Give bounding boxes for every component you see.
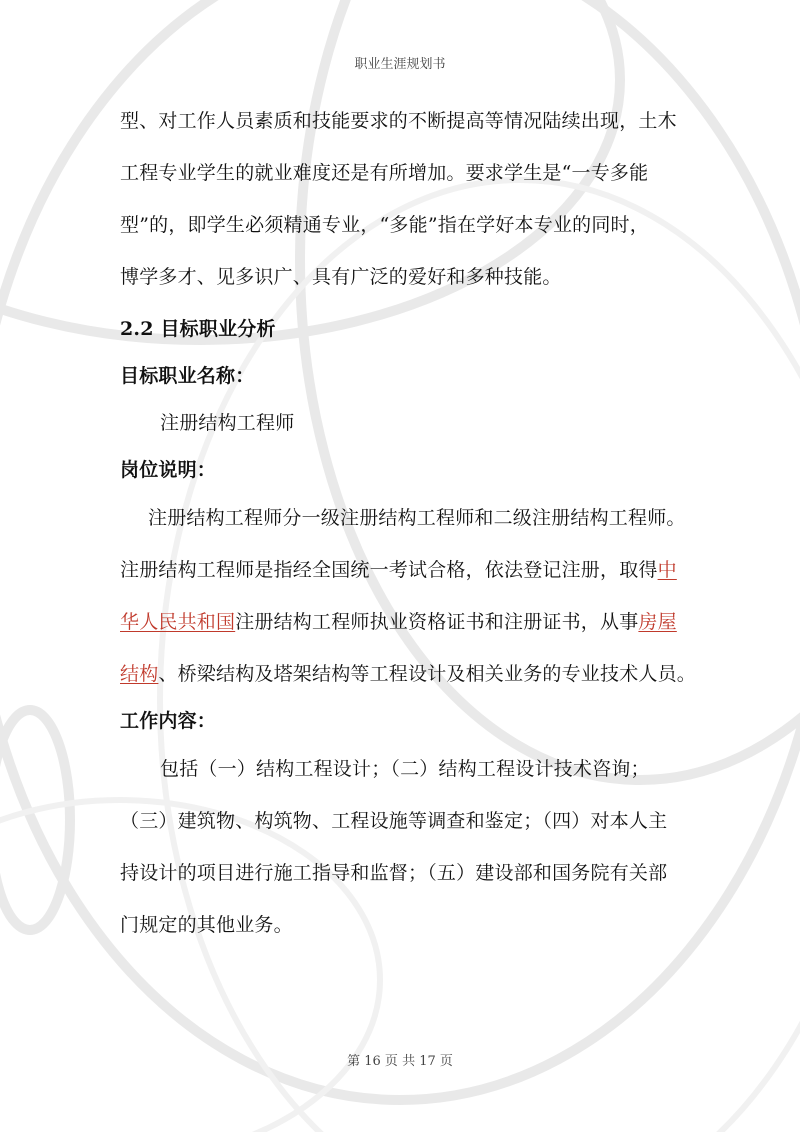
paragraph-line: 博学多才、见多识广、具有广泛的爱好和多种技能。 — [120, 266, 562, 288]
work-content-line: 包括（一）结构工程设计；（二）结构工程设计技术咨询； — [160, 758, 650, 780]
work-content-line: 持设计的项目进行施工指导和监督；（五）建设部和国务院有关部 — [120, 862, 668, 884]
target-job-label: 目标职业名称： — [120, 365, 255, 387]
link-zhonghua[interactable]: 中 — [657, 559, 677, 581]
body-text: 注册结构工程师是指经全国统一考试合格，依法登记注册，取得 — [120, 559, 658, 581]
work-content-label: 工作内容： — [120, 710, 217, 732]
page-header: 职业生涯规划书 — [354, 57, 446, 72]
section-heading: 2.2 目标职业分析 — [120, 318, 276, 340]
job-description-label: 岗位说明： — [120, 459, 217, 481]
paragraph-line: 型”的，即学生必须精通专业，“多能”指在学好本专业的同时， — [120, 214, 649, 236]
target-job-value: 注册结构工程师 — [160, 412, 295, 434]
job-description-line — [120, 607, 677, 634]
work-content-line: 门规定的其他业务。 — [120, 914, 293, 936]
work-content-line: （三）建筑物、构筑物、工程设施等调查和鉴定；（四）对本人主 — [120, 810, 668, 832]
job-description-line: 注册结构工程师分一级注册结构工程师和二级注册结构工程师。 — [148, 507, 686, 529]
link-jiegou[interactable]: 结构 — [120, 663, 159, 685]
link-fangwu[interactable]: 房屋 — [638, 611, 677, 633]
page-footer: 第 16 页 共 17 页 — [347, 1054, 453, 1069]
body-text: 注册结构工程师执业资格证书和注册证书，从事 — [235, 611, 639, 633]
paragraph-line: 工程专业学生的就业难度还是有所增加。要求学生是“一专多能 — [120, 162, 649, 184]
job-description-line — [120, 555, 677, 582]
paragraph-line: 型、对工作人员素质和技能要求的不断提高等情况陆续出现，土木 — [120, 110, 677, 132]
body-text: 、桥梁结构及塔架结构等工程设计及相关业务的专业技术人员。 — [158, 663, 697, 685]
link-zhonghua-cont[interactable]: 华人民共和国 — [120, 611, 236, 633]
job-description-line — [120, 659, 696, 686]
